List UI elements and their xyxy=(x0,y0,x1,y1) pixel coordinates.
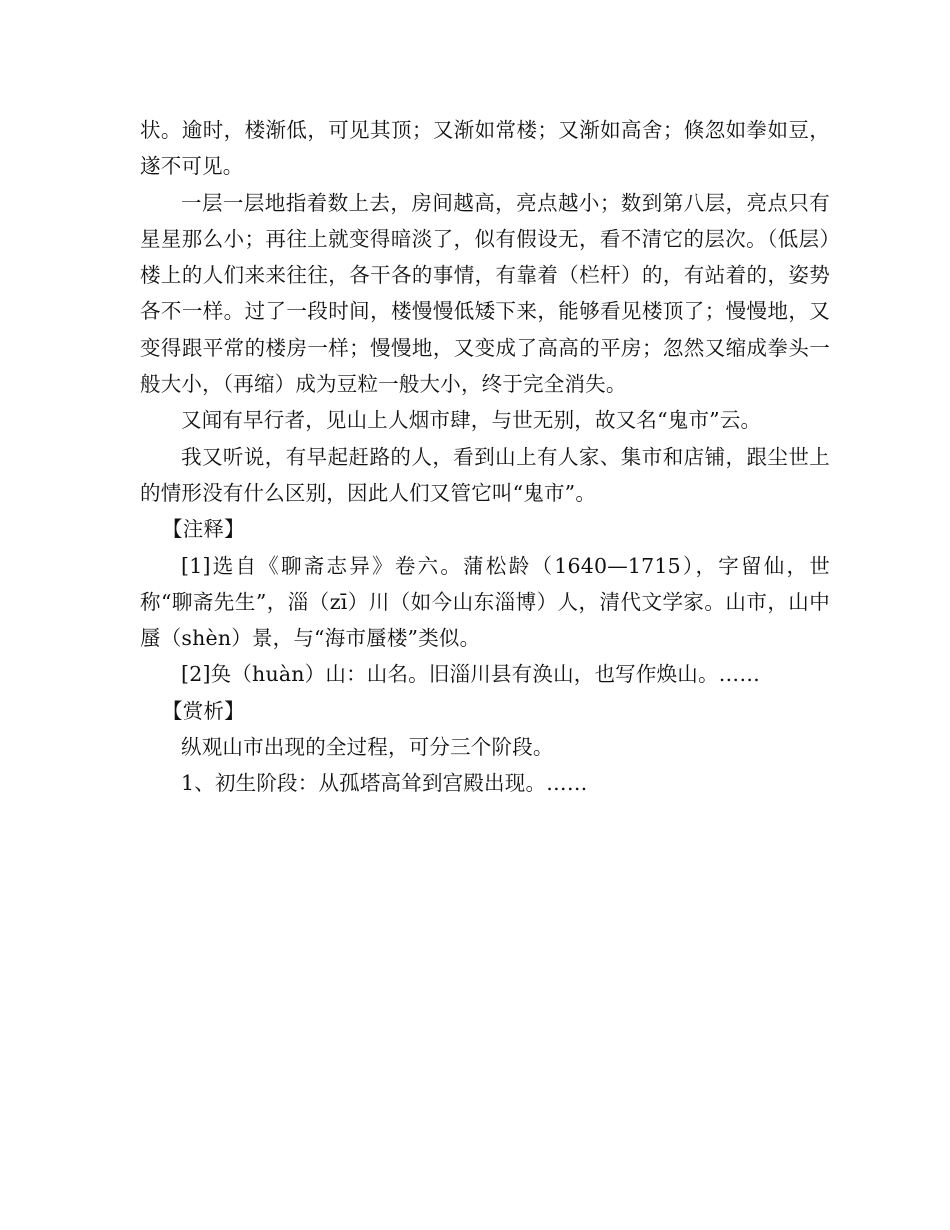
section-heading-notes: 【注释】 xyxy=(162,517,245,542)
paragraph-2: 一层一层地指着数上去，房间越高，亮点越小；数到第八层，亮点只有星星那么小；再往上就变得暗淡了，似有假设无，看不清它的层次。（低层）楼上的人们来来往往，各干各的事情，有靠着（栏杆）的，有站着的，姿势各不一样。过了一段时间，楼慢慢低矮下来，能够看见楼顶了；慢慢地，又变得跟平常的楼房一样；慢慢地，又变成了高高的平房；忽然又缩成拳头一般大小，（再缩）成为豆粒一般大小，终于完全消失。 xyxy=(140,190,830,397)
paragraph-4: 我又听说，有早起赶路的人，看到山上有人家、集市和店铺，跟尘世上的情形没有什么区别，因此人们又管它叫“鬼市”。 xyxy=(140,444,830,505)
paragraph-1: 状。逾时，楼渐低，可见其顶；又渐如常楼；又渐如高舍；倏忽如拳如豆，遂不可见。 xyxy=(140,118,830,179)
document-body xyxy=(140,112,830,802)
analysis-paragraph-1: 纵观山市出现的全过程，可分三个阶段。 xyxy=(181,735,554,760)
section-heading-analysis: 【赏析】 xyxy=(162,698,245,723)
paragraph-3: 又闻有早行者，见山上人烟市肆，与世无别，故又名“鬼市”云。 xyxy=(181,408,762,433)
note-2: [2]奂（huàn）山：山名。旧淄川县有涣山，也写作焕山。…… xyxy=(181,662,761,687)
analysis-paragraph-2: 1、初生阶段：从孤塔高耸到宫殿出现。…… xyxy=(181,771,588,796)
note-1: [1]选自《聊斋志异》卷六。蒲松龄（1640—1715），字留仙，世称“聊斋先生”，淄（zī）川（如今山东淄博）人，清代文学家。山市，山中蜃（shèn）景，与“海市蜃楼”类似。 xyxy=(140,553,830,651)
